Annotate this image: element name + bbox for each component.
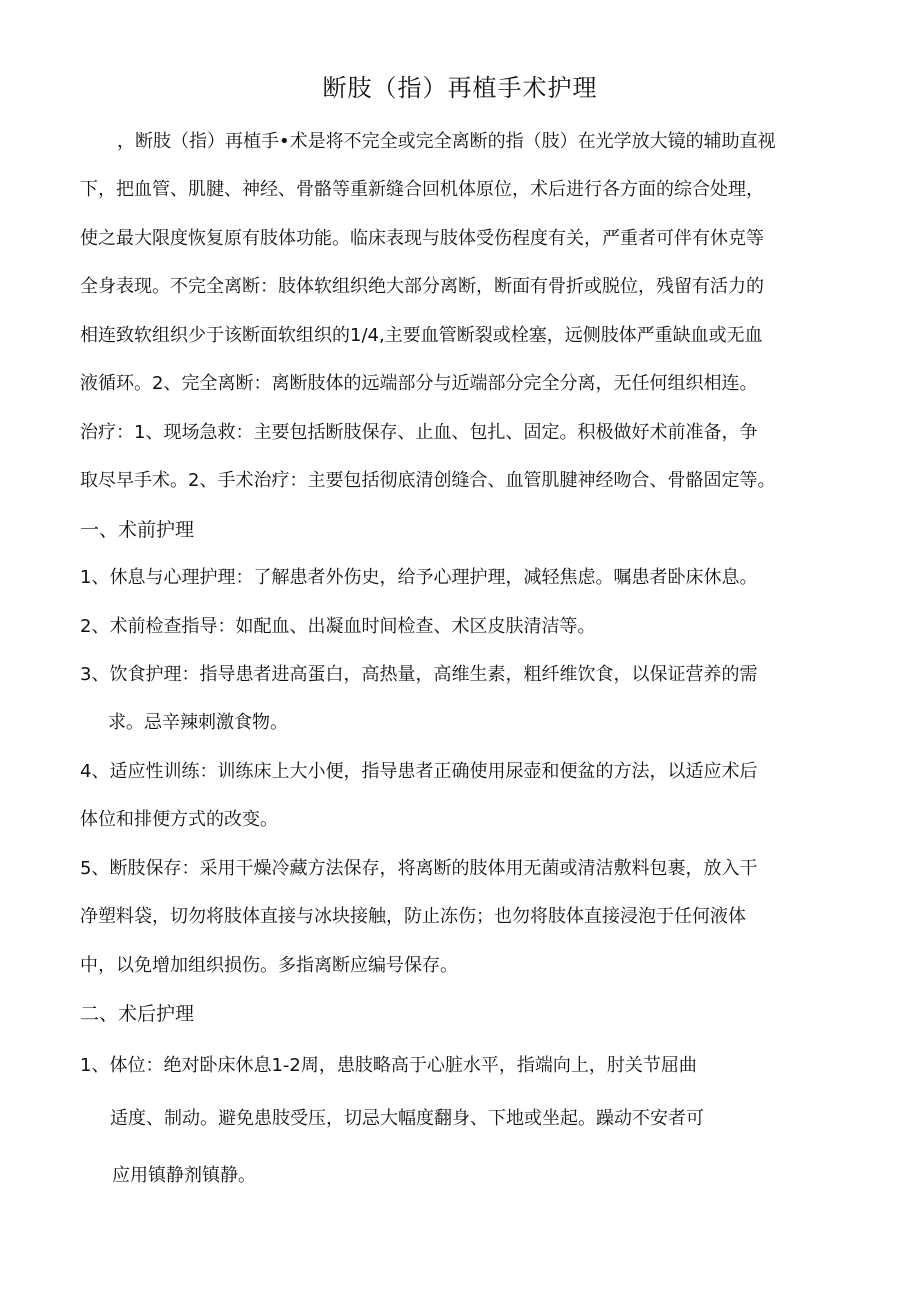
list-item: 5、断肢保存：采用干燥冷藏方法保存，将离断的肢体用无菌或清洁敷料包裹，放入干 <box>80 858 758 879</box>
list-item-continuation: 适度、制动。避免患肢受压，切忌大幅度翻身、下地或坐起。躁动不安者可 <box>110 1108 704 1129</box>
list-item: 1、体位：绝对卧床休息1-2周，患肢略高于心脏水平，指端向上，肘关节屈曲 <box>80 1055 697 1076</box>
paragraph-line: ，断肢（指）再植手•术是将不完全或完全离断的指（肢）在光学放大镜的辅助直视 <box>117 131 776 152</box>
list-item: 3、饮食护理：指导患者进高蛋白，高热量，高维生素，粗纤维饮食，以保证营养的需 <box>80 664 758 685</box>
paragraph-line: 取尽早手术。2、手术治疗：主要包括彻底清创缝合、血管肌腱神经吻合、骨骼固定等。 <box>80 470 776 491</box>
list-item-continuation: 中，以免增加组织损伤。多指离断应编号保存。 <box>80 955 458 976</box>
list-item: 2、术前检查指导：如配血、出凝血时间检查、术区皮肤清洁等。 <box>80 616 596 637</box>
list-item-continuation: 净塑料袋，切勿将肢体直接与冰块接触，防止冻伤；也勿将肢体直接浸泡于任何液体 <box>80 906 746 927</box>
paragraph-line: 液循环。2、完全离断：离断肢体的远端部分与近端部分完全分离，无任何组织相连。 <box>80 373 758 394</box>
list-item: 4、适应性训练：训练床上大小便，指导患者正确使用尿壶和便盆的方法，以适应术后 <box>80 761 758 782</box>
section-heading-preop: 一、术前护理 <box>80 519 195 541</box>
paragraph-line: 下，把血管、肌腱、神经、骨骼等重新缝合回机体原位，术后进行各方面的综合处理， <box>80 179 764 200</box>
paragraph-line: 相连致软组织少于该断面软组织的1/4,主要血管断裂或栓塞，远侧肢体严重缺血或无血 <box>80 325 763 346</box>
document-title: 断肢（指）再植手术护理 <box>322 74 598 102</box>
section-heading-postop: 二、术后护理 <box>80 1003 195 1025</box>
paragraph-line: 治疗：1、现场急救：主要包括断肢保存、止血、包扎、固定。积极做好术前准备，争 <box>80 422 758 443</box>
list-item-continuation: 求。忌辛辣刺激食物。 <box>108 712 288 733</box>
paragraph-line: 全身表现。不完全离断：肢体软组织绝大部分离断，断面有骨折或脱位，残留有活力的 <box>80 276 764 297</box>
list-item: 1、休息与心理护理：了解患者外伤史，给予心理护理，减轻焦虑。嘱患者卧床休息。 <box>80 567 758 588</box>
paragraph-line: 使之最大限度恢复原有肢体功能。临床表现与肢体受伤程度有关，严重者可伴有休克等 <box>80 228 764 249</box>
list-item-continuation: 应用镇静剂镇静。 <box>112 1165 256 1186</box>
list-item-continuation: 体位和排便方式的改变。 <box>80 809 278 830</box>
